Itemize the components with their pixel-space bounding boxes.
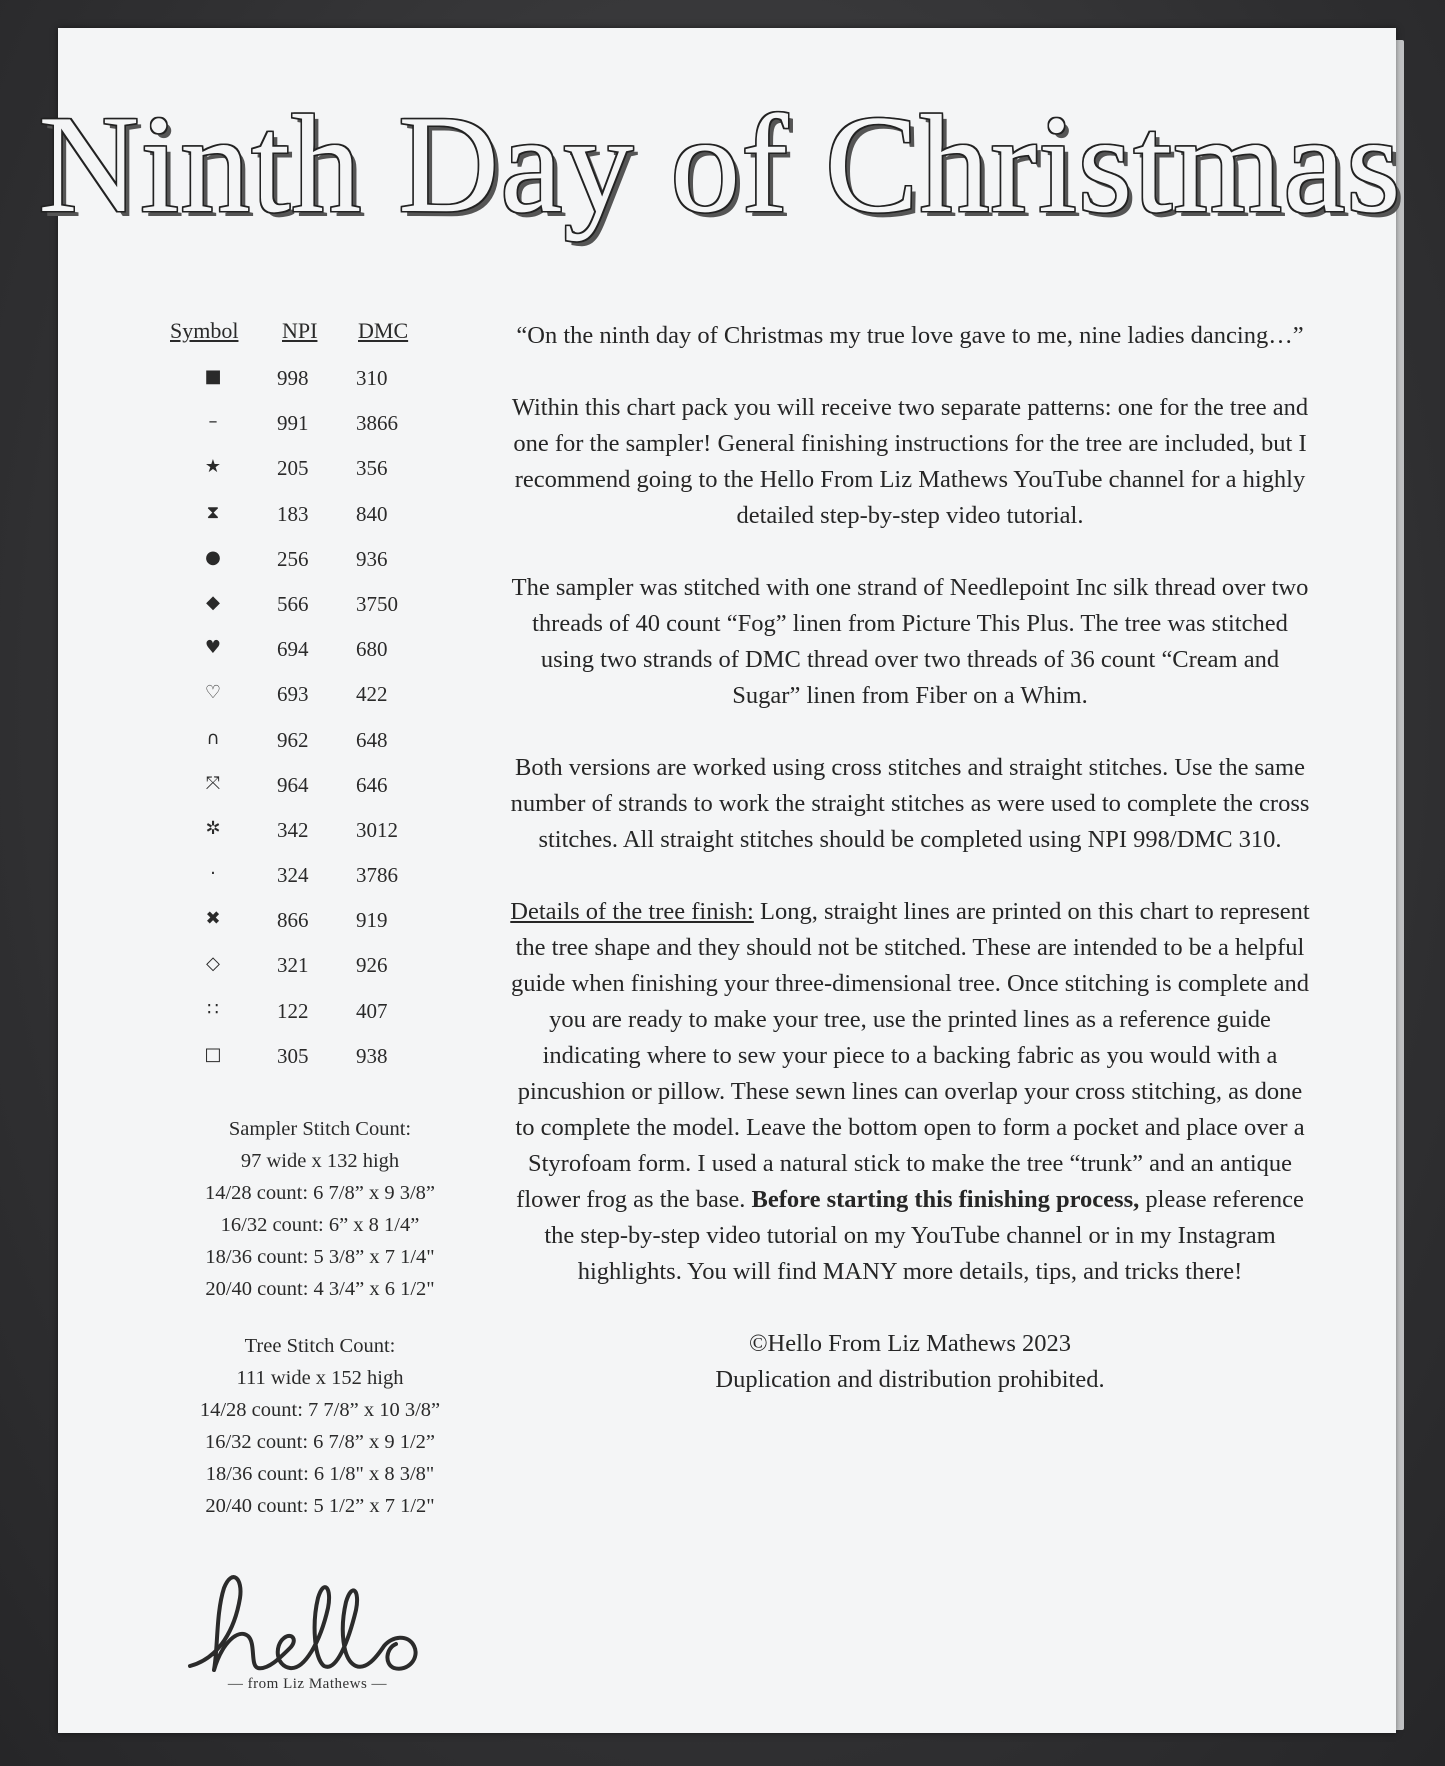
legend-row (170, 670, 480, 715)
legend-row (170, 987, 480, 1032)
legend-npi: 694 (277, 637, 309, 662)
tree-stitch-count (160, 1330, 480, 1522)
legend-row (170, 1032, 480, 1077)
legend-npi: 256 (277, 546, 309, 571)
legend-row (170, 941, 480, 986)
legend-row (170, 354, 480, 399)
tree-finish-label: Details of the tree finish: (510, 898, 754, 925)
sampler-count-line: 20/40 count: 4 3/4” x 6 1/2" (205, 1278, 435, 1300)
legend-dmc: 938 (356, 1043, 388, 1068)
description-text (510, 318, 1310, 1398)
legend-symbol: ⤧ (205, 772, 221, 794)
paragraph-materials: The sampler was stitched with one strand of Needlepoint Inc silk thread over two threads of 40 count “Fog” linen from Picture This Plus. The tree was stitched using two strands of DMC thread over two threads of 36 count “Cream and Sugar” linen from Fiber on a Whim. (511, 574, 1309, 709)
page-title: Ninth Day of Christmas (38, 87, 1402, 242)
legend-npi: 205 (277, 456, 309, 481)
legend-npi: 964 (277, 772, 309, 797)
legend-row (170, 761, 480, 806)
tree-count-line: 16/32 count: 6 7/8” x 9 1/2” (204, 1431, 436, 1453)
logo-subtitle: — from Liz Mathews — (227, 1676, 388, 1692)
legend-npi: 866 (277, 908, 309, 933)
legend-header-symbol: Symbol (170, 318, 239, 343)
symbol-legend (170, 318, 480, 1077)
legend-row (170, 490, 480, 535)
legend-npi: 183 (277, 501, 309, 526)
sampler-count-line: 16/32 count: 6” x 8 1/4” (220, 1214, 420, 1236)
legend-dmc: 3866 (356, 411, 398, 436)
legend-header-dmc: DMC (358, 318, 409, 343)
legend-dmc: 840 (356, 501, 388, 526)
legend-row (170, 580, 480, 625)
legend-npi: 321 (277, 953, 309, 978)
legend-dmc: 926 (356, 953, 388, 978)
legend-symbol: · (210, 863, 216, 885)
legend-symbol: ✲ (205, 817, 221, 839)
legend-symbol: ♡ (204, 682, 222, 704)
legend-dmc: 936 (356, 546, 388, 571)
legend-symbol: ◆ (206, 591, 220, 613)
song-quote: “On the ninth day of Christmas my true love gave to me, nine ladies dancing…” (516, 322, 1304, 349)
legend-dmc: 3786 (356, 863, 398, 888)
tree-finish-bold: Before starting this finishing process, (751, 1186, 1140, 1213)
prohibition-line: Duplication and distribution prohibited. (715, 1366, 1105, 1393)
paragraph-tree-finish (510, 894, 1310, 1290)
paragraph-stitches: Both versions are worked using cross stitches and straight stitches. Use the same number of strands to work the straight stitches as were used to complete the cross stitches. All straight stitches should be completed using NPI 998/DMC 310. (510, 754, 1310, 853)
legend-row (170, 444, 480, 489)
legend-dmc: 680 (356, 637, 388, 662)
legend-header (170, 318, 480, 354)
legend-symbol: ∩ (206, 727, 220, 749)
legend-npi: 342 (277, 817, 309, 842)
legend-dmc: 310 (356, 366, 388, 390)
tree-count-line: 18/36 count: 6 1/8" x 8 3/8" (205, 1463, 435, 1485)
sampler-count-line: 14/28 count: 6 7/8” x 9 3/8” (204, 1182, 436, 1204)
legend-npi: 962 (277, 727, 309, 752)
legend-dmc: 919 (356, 908, 388, 933)
legend-dmc: 3012 (356, 817, 398, 842)
legend-row (170, 806, 480, 851)
legend-row (170, 625, 480, 670)
legend-symbol: □ (204, 1043, 222, 1065)
legend-symbol: ⧗ (206, 501, 220, 523)
legend-dmc: 648 (356, 727, 388, 752)
legend-rows (170, 354, 480, 1077)
legend-row (170, 399, 480, 444)
tree-finish-text: Long, straight lines are printed on this chart to represent the tree shape and they should not be stitched. These are intended to be a helpful guide when finishing your three-dimensional tree. Once stitching is complete and you are ready to make your tree, use the printed lines as a reference guide indicating where to sew your piece to a backing fabric as you would with a pincushion or pillow. These sewn lines can overlap your cross stitching, as done to complete the model. Leave the bottom open to form a pocket and place over a Styrofoam form. I used a natural stick to make the tree “trunk” and an antique flower frog as the base. (510, 898, 1310, 1213)
legend-npi: 693 (277, 682, 309, 707)
legend-npi: 324 (277, 863, 309, 888)
legend-row (170, 535, 480, 580)
legend-symbol: ∷ (207, 998, 219, 1020)
legend-dmc: 407 (356, 998, 388, 1023)
sampler-stitch-count (160, 1113, 480, 1305)
legend-npi: 991 (277, 411, 309, 436)
legend-npi: 566 (277, 591, 309, 616)
legend-dmc: 646 (356, 772, 388, 797)
legend-symbol: ◇ (206, 953, 220, 975)
legend-dmc: 422 (356, 682, 388, 707)
legend-row (170, 896, 480, 941)
legend-symbol: ■ (204, 366, 222, 387)
legend-symbol: – (208, 411, 218, 433)
legend-header-npi: NPI (282, 318, 318, 343)
tree-count-heading: Tree Stitch Count: (244, 1335, 396, 1357)
legend-dmc: 356 (356, 456, 388, 481)
sampler-count-line: 18/36 count: 5 3/8” x 7 1/4" (205, 1246, 435, 1268)
legend-symbol: ★ (204, 456, 222, 478)
sampler-count-size: 97 wide x 132 high (240, 1150, 400, 1172)
legend-dmc: 3750 (356, 591, 398, 616)
tree-count-line: 14/28 count: 7 7/8” x 10 3/8” (199, 1399, 441, 1421)
tree-finish-end: please reference the step-by-step video tutorial on my YouTube channel or in my Instagram highlights. You will find MANY more details, tips, and tricks there! (544, 1186, 1304, 1285)
copyright (510, 1326, 1310, 1398)
tree-count-line: 20/40 count: 5 1/2” x 7 1/2" (205, 1495, 435, 1517)
legend-npi: 998 (277, 366, 309, 390)
legend-symbol: ● (205, 546, 221, 568)
sampler-count-heading: Sampler Stitch Count: (228, 1118, 412, 1140)
legend-npi: 305 (277, 1043, 309, 1068)
legend-symbol: ✖ (205, 908, 221, 930)
legend-row (170, 851, 480, 896)
copyright-line: ©Hello From Liz Mathews 2023 (748, 1330, 1072, 1357)
paragraph-chart-pack: Within this chart pack you will receive two separate patterns: one for the tree and one for the sampler! General finishing instructions for the tree are included, but I recommend going to the Hello From Liz Mathews YouTube channel for a highly detailed step-by-step video tutorial. (511, 394, 1309, 529)
tree-count-size: 111 wide x 152 high (236, 1367, 404, 1389)
legend-row (170, 716, 480, 761)
legend-npi: 122 (277, 998, 309, 1023)
legend-symbol: ♥ (204, 637, 222, 659)
